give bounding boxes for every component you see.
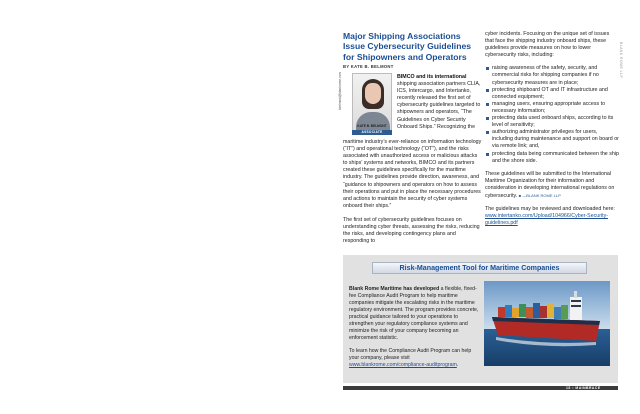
- author-email[interactable]: kbelmont@blankrome.com: [338, 72, 342, 110]
- sidebar-paragraph-2: [349, 348, 481, 369]
- spine-text: BLANK ROME LLP: [619, 42, 623, 79]
- col2-paragraph-2: [485, 171, 619, 200]
- list-item: protecting data used onboard ships, according to its level of sensitivity;: [485, 115, 619, 129]
- page-number: 18: [566, 386, 571, 390]
- lead-bold: BIMCO and its international: [397, 74, 467, 80]
- lead-paragraph: [397, 74, 483, 131]
- list-item: managing users, ensuring appropriate access to necessary information;: [485, 101, 619, 115]
- footer-separator: •: [572, 386, 574, 390]
- article-byline: BY KATE B. BELMONT: [343, 64, 394, 69]
- sidebar-text: [349, 286, 481, 375]
- article-title: Major Shipping Associations Issue Cybersecurity Guidelines for Shipowners and Operators: [343, 31, 472, 62]
- end-mark: ■ —BLANK ROME LLP: [518, 192, 561, 198]
- sidebar-bold: Blank Rome Maritime has developed: [349, 286, 440, 292]
- col2-paragraph-3-text: The guidelines may be reviewed and downloaded here:: [485, 206, 615, 213]
- col2-intro: cyber incidents. Focusing on the unique set of issues that face the shipping industry onboard ships, these guidelines provide measures on how to lower cybersecurity risks, including:: [485, 31, 610, 59]
- list-item: protecting data being communicated between the ship and the shore side.: [485, 151, 619, 165]
- col1-paragraph-1: maritime industry’s ever-reliance on information technology (“IT”) and operational technology (“OT”), and the risks associated with unauthorized access or malicious attacks to ships’ systems and networks, BIMCO and its partners created these guidelines specifically for the maritime industry. The guidelines provide direction, awareness, and “guidance to shipowners and operators on how to assess their operations and put in place the necessary procedures and actions to maintain the security of cyber systems onboard their ships.”: [343, 139, 482, 209]
- photo-caption: KATE B. BELMONT: [357, 124, 387, 128]
- col2-paragraph-2-text: These guidelines will be submitted to the International Maritime Organization for their information and consideration in developing international regulations on cybersecurity.: [485, 170, 615, 199]
- col1-paragraph-2: The first set of cybersecurity guidelines focuses on understanding cyber threats, assessing the risks, reducing the risks, and developing contingency plans and responding to: [343, 216, 480, 245]
- col2-paragraph-3: [485, 206, 619, 227]
- sidebar-p2-text: To learn how the Compliance Audit Program can help your company, please visit: [349, 348, 472, 361]
- download-link[interactable]: www.intertanko.com/Upload/104966/Cyber-Security-guidelines.pdf: [485, 213, 609, 227]
- lead-text: shipping association partners CLIA, ICS, Intercargo, and Intertanko, recently released the first set of cybersecurity guidelines targeted to shipowners and operators, “The Guidelines on Cyber Security Onboard Ships.” Recognizing the: [397, 81, 481, 130]
- footer-label: [566, 386, 601, 390]
- sidebar-p2-end: .: [456, 362, 459, 368]
- bullet-list: [485, 65, 619, 164]
- list-item: raising awareness of the safety, security, and commercial risks for shipping companies if no cybersecurity measures are in place;: [485, 65, 619, 86]
- column-2: [485, 31, 619, 233]
- list-item: authorizing administrator privileges for users, including during maintenance and support on board or via remote link; and,: [485, 129, 619, 150]
- compliance-link[interactable]: www.blankrome.com/compliance-auditprogram: [349, 362, 457, 368]
- list-item: protecting shipboard OT and IT infrastructure and connected equipment;: [485, 87, 619, 101]
- sidebar-paragraph-1: [349, 286, 481, 342]
- column-1: [343, 139, 483, 252]
- magazine-name: MAINBRACE: [575, 386, 601, 390]
- sidebar-p1-text: a flexible, fixed-fee Compliance Audit Program to help maritime companies mitigate the escalating risks in the maritime regulatory environment. The program provides concrete, practical guidance tailored to your operations to strengthen your regulatory compliance systems and minimize the risk of your company becoming an enforcement statistic.: [349, 286, 479, 341]
- sidebar-title: Risk-Management Tool for Maritime Companies: [399, 264, 560, 272]
- container-ship-image: [484, 281, 610, 366]
- photo-tag: ASSOCIATE: [352, 130, 392, 135]
